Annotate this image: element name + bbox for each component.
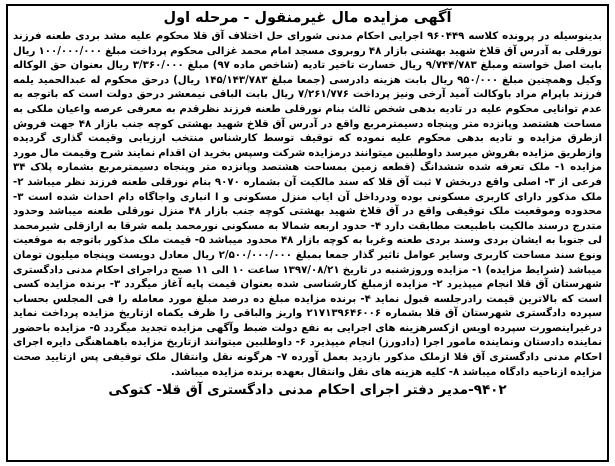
notice-title: آگهی مزایده مال غیرمنقول - مرحله اول bbox=[163, 10, 452, 26]
auction-notice bbox=[6, 4, 609, 462]
notice-signature: ۹۴۰۲-مدیر دفتر اجرای احکام مدنی دادگستری آق قلا- کتوکی bbox=[108, 382, 507, 399]
notice-body: بدینوسیله در پرونده کلاسه ۹۶۰۴۴۹ اجرایی احکام مدنی شورای حل اختلاف آق قلا محکوم علیه مشد بردی طعنه فرزند نورقلی به آدرس آق قلاخ شهید بهشتی بازار ۴۸ روبروی مسجد امام محمد غزالی محکوم پرداخت مبلغ ۱۰۰/۰۰۰/۰۰۰ ریال بابت اصل خواسته ومبلغ ۹/۷۴۴/۷۸۳ ریال خسارت تاخیر تادیه (شاخص ماده ۹۷) مبلغ ۳/۳۶۰/۰۰۰ ریال بعنوان حق الوکاله وکیل وهمچنین مبلغ ۹۵۰/۰۰۰ ریال بابت هزینه دادرسی (جمعا مبلغ ۱۴۵/۱۴۳/۷۸۳ ریال) درحق محکوم له عبدالحمید یلمه فرزند باپرام مراد باوکالت آمید آرخی ونیز پرداخت ۷/۲۶۱/۷۷۶ ریال بابت الباقی نیمعشر درحق دولت است که باتوجه به عدم توانایی محکوم علیه در تادیه بدهی شخص ثالث بنام نورقلی طعنه فرزند نظرقدم به معرفی عرصه واعیان ملکی به مساحت هشتصد وپانزده متر وپنجاه دسیمترمربع واقع در آدرس آق قلاخ شهید بهشتی کوچه جنب بازار ۴۸ جهت فروش ازطرق مزایده و تادیه بدهی محکوم علیه نموده که توقیف توسط کارشناس منتخب ارزیابی وقیمت گذاری گردیده وازطریق مزایده بفروش میرسد داوطلبین میتوانند درمزایده شرکت وسپس بخرید ان اقدام نمایند شرح وقیمت مال مورد مزایده ۱- ملک تعرفه شده ششدانگ (قطعه زمین بمساحت هشتصد وپانزده متر وپنجاه دسیمترمربع بشماره پلاک ۳۴ فرعی از ۳- اصلی واقع دربخش ۷ ثبت آق قلا که سند مالکیت آن بشماره ۹۰۷۰ بنام نورقلی طعنه فرزند نظر میباشد ۲- ملک مذکور دارای کاربری مسکونی بوده ودرداخل آن ایاب منزل مسکونی و ا انباری واجاگاه دام احداث شده است ۳- محدوده وموقعیت ملک توقیفی واقع در آق قلاخ شهید بهشتی کوچه جنب بازار ۴۸ منزل نورقلی طعنه میباشد وحدود متدرج درسند مالکیت باطبیعت مطابقت دارد ۴- حدود اربعه شمالا به مسکونی نورمحمد یلمه شرقا به ارازقلی شیرمحمد لی جنوبا به ایشان بردی وسند بردی طعنه وغربا به کوچه بازار ۴۸ محدود میباشد ۵- قیمت ملک مذکور باتوجه به موقعیت ونوع سند مساحت کاربری وسایر عوامل تاثیر گذار جمعا بمبلغ ۲/۵۰۰/۰۰۰/۰۰۰ ریال معادل دویست وپنجاه میلیون تومان میباشد (شرایط مزایده) ۱- مزایده وروزشنبه در تاریخ ۱۳۹۷/۰۸/۲۱ ساعت ۱۰ الی ۱۱ صبح دراجرای احکام مدنی دادگستری شهرستان آق قلا انجام میپذیرد ۲- مزایده ازمبلغ کارشناسی شده بعنوان قیمت پایه آغاز میگردد ۳- برنده مزایده کسی است که بالاترین قیمت رادرجلسه قبول نماید ۴- برنده مزایده مبلغ ده درصد مبلغ مورد معامله را فی المجلس بحساب سپرده دادگستری شهرستان آق قلا بشماره ۲۱۷۱۳۹۶۴۶۰۰۶ واریز والباقی را ظرف یکماه ازتاریخ مزایده پرداخت نماید درغیراینصورت سپرده اویس ازکسرهزینه های اجرایی به نفع دولت ضبط وآگهی مزایده تجدید میگردد ۵- مزایده باحضور نماینده دادستان ونماینده مامور اجرا (دادورز) انجام میپذیرد ۶- داوطلبین میتوانند ازتاریخ مزایده باهماهنگی دایره اجرای احکام مدنی دادگستری آق قلا ازملک مذکور بازدید بعمل آورده ۷- هرگونه نقل وانتقال ملک توقیفی پس ازتایید صحت مزایده ازناحیه دادگاه میباشد ۸- کلیه هزینه های نقل وانتقال بعهده برنده مزایده میباشد. bbox=[13, 31, 603, 378]
